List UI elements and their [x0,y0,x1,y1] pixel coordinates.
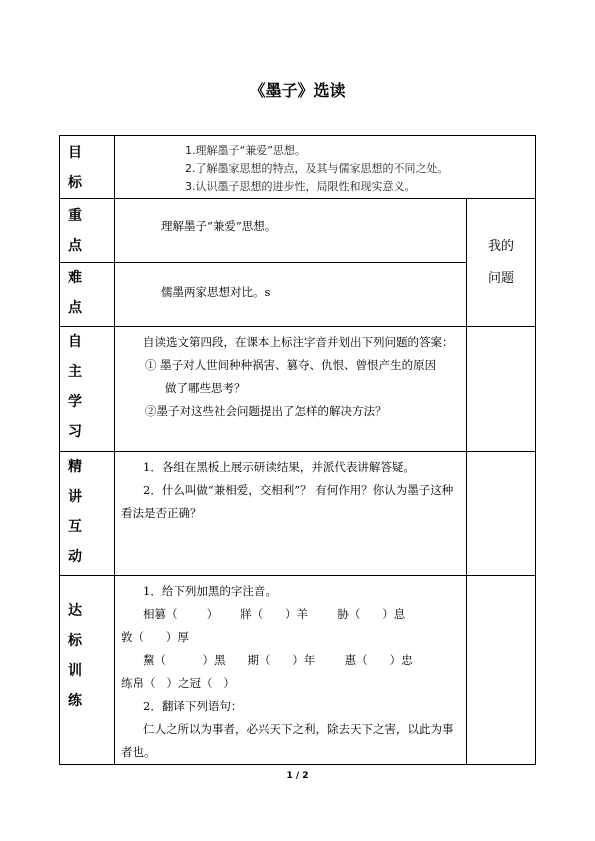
practice-item-2: 2．翻译下列语句： [143,699,243,713]
self-study-notes [467,327,536,452]
lesson-plan-table [59,135,536,765]
difficult-point-text: 儒墨两家思想对比。s [115,263,467,327]
page-title: 《墨子》选读 [249,81,346,100]
translation-sentence: 仁人之所以为事者，必兴天下之利，除去天下之害，以此为事者也。 [121,722,454,759]
interaction-notes [467,452,536,576]
pinyin-line: 黧（ ）黑 期（ ）年 惠（ ）忠 [143,653,413,667]
self-study-label: 自 主 学 习 [60,327,115,452]
goal-item: 1.理解墨子“兼爱”思想。 [185,144,306,157]
self-study-row [60,327,536,452]
difficult-point-row [60,263,536,327]
question-2: ②墨子对这些社会问题提出了怎样的解决方法？ [145,404,387,418]
question-1: ① 墨子对人世间种种祸害、篡夺、仇恨、曾恨产生的原因 [145,358,437,372]
interaction-row [60,452,536,576]
interaction-item-2: 2．什么叫做“兼相爱，交相利”？ 有何作用？你认为墨子这种看法是否正确？ [121,483,454,520]
practice-item-1: 1．给下列加黑的字注音。 [143,584,277,598]
pinyin-line: 练帛（ ）之冠（ ） [121,676,235,690]
goal-item: 2.了解墨家思想的特点，及其与儒家思想的不同之处。 [185,162,449,175]
goals-row [60,136,536,199]
goals-content [115,136,536,199]
key-point-text: 理解墨子“兼爱”思想。 [115,199,467,263]
practice-notes [467,576,536,765]
practice-label: 达 标 训 练 [60,576,115,765]
practice-row [60,576,536,765]
interaction-item-1: 1．各组在黑板上展示研读结果，并派代表讲解答疑。 [143,460,415,474]
my-questions-cell: 我的 问题 [467,199,536,327]
pinyin-line: 相篡（ ） 牂（ ）羊 胁（ ）息 [143,607,406,621]
interaction-content [115,452,467,576]
interaction-label: 精 讲 互 动 [60,452,115,576]
key-point-label: 重 点 [60,199,115,263]
difficult-point-label: 难 点 [60,263,115,327]
key-point-row [60,199,536,263]
page-number: 1 / 2 [286,771,309,781]
practice-content [115,576,467,765]
my-questions-label: 我的 [487,238,514,254]
self-study-intro: 自读选文第四段，在课本上标注字音并划出下列问题的答案： [143,335,454,349]
pinyin-line: 敦（ ）厚 [121,630,189,644]
self-study-content: 自读选文第四段，在课本上标注字音并划出下列问题的答案： ① 墨子对人世间种种祸害、篡夺、仇恨、曾恨产生的原因 做了哪些思考？ ②墨子对这些社会问题提出了怎样的解决方法？ [115,327,467,452]
goal-item: 3.认识墨子思想的进步性，局限性和现实意义。 [185,180,416,193]
goals-label: 目 标 [60,136,115,199]
